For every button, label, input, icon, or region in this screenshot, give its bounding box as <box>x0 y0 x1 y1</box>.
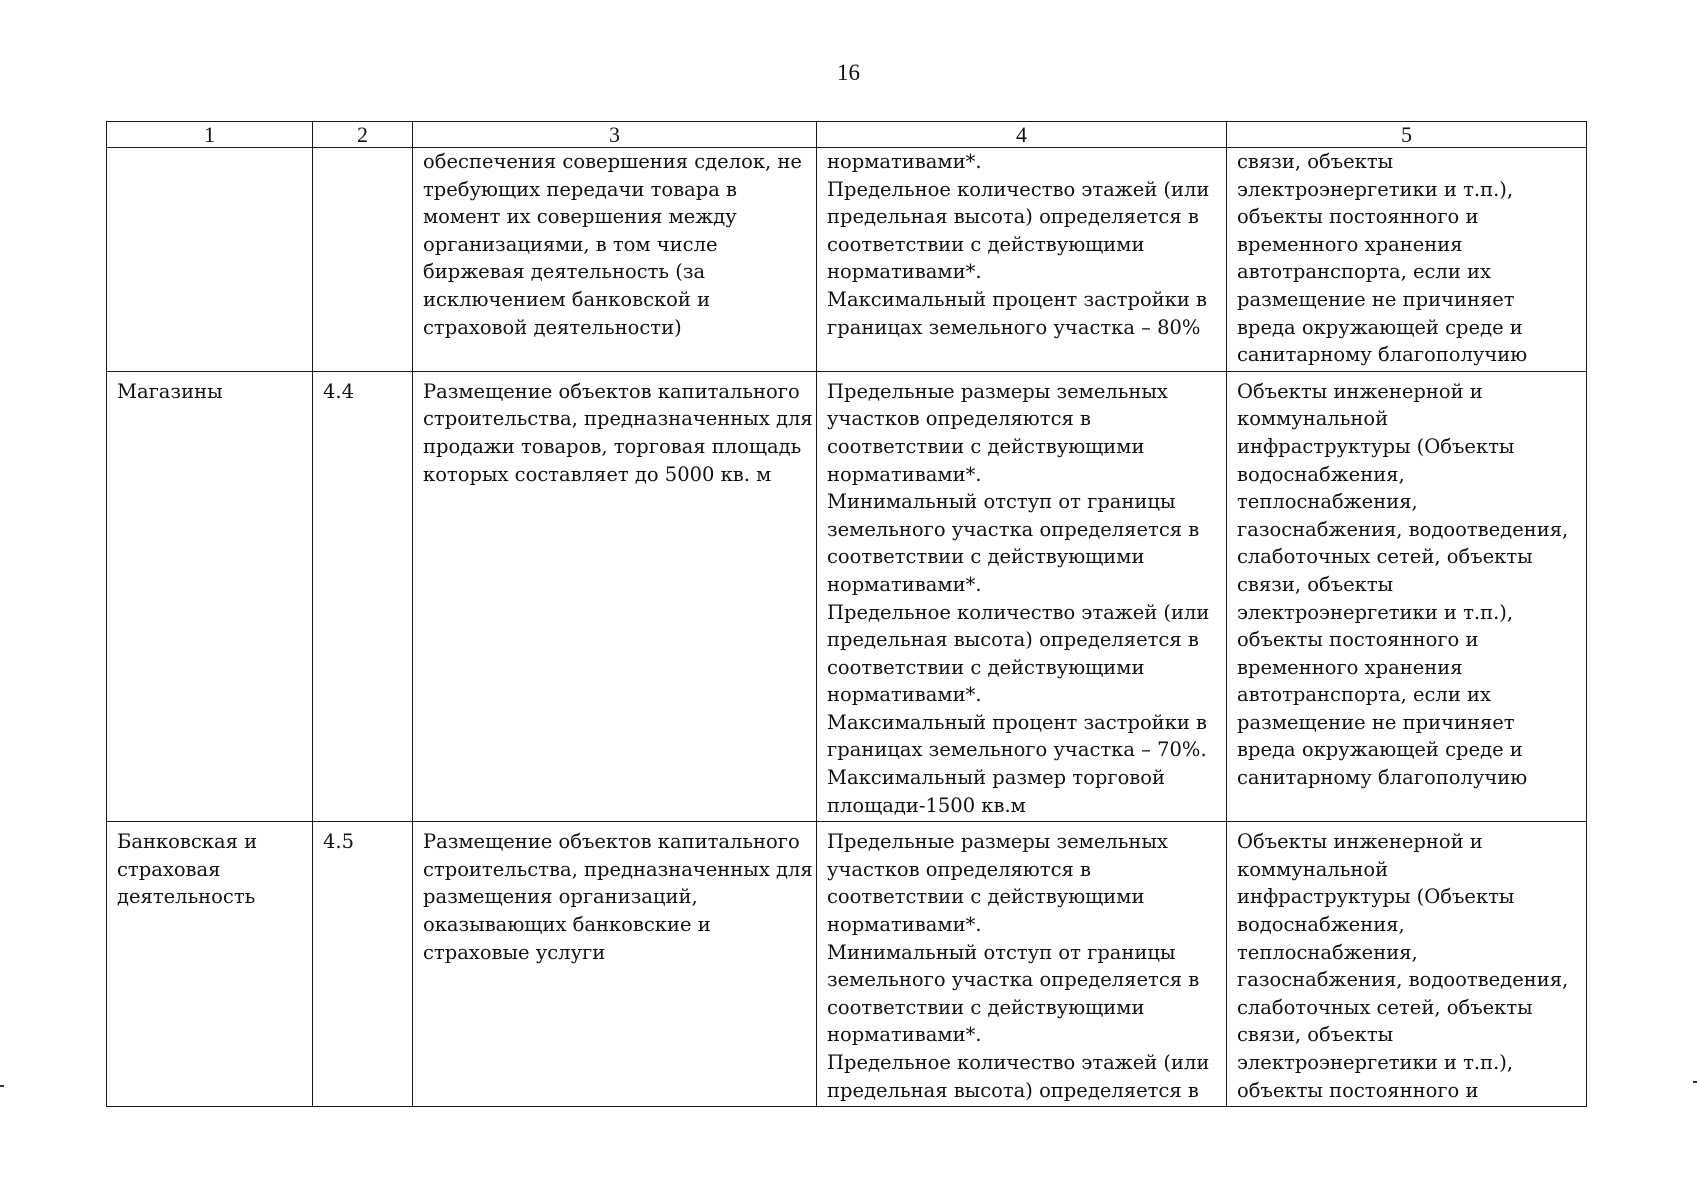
text-line: временного хранения <box>1237 232 1463 256</box>
parameters-cell <box>817 148 1227 372</box>
text-line: коммунальной <box>1237 407 1389 431</box>
description-cell <box>413 822 817 1107</box>
text-line: размещения организаций, <box>423 885 698 909</box>
text-line: водоснабжения, <box>1237 462 1405 486</box>
text-line: страховые услуги <box>423 940 606 964</box>
text-line: Предельные размеры земельных <box>827 830 1168 854</box>
text-line: связи, объекты <box>1237 150 1394 173</box>
column-header: 1 <box>107 122 313 148</box>
parameters-cell <box>817 371 1227 822</box>
text-line: размещение не причиняет <box>1237 287 1515 311</box>
text-line: Предельное количество этажей (или <box>827 1051 1210 1074</box>
description-cell <box>413 148 817 372</box>
text-line: коммунальной <box>1237 857 1389 881</box>
text-line: электроэнергетики и т.п.), <box>1237 177 1514 201</box>
table-header-row <box>107 122 1587 148</box>
use-name-cell <box>107 822 313 1107</box>
text-line: Размещение объектов капитального <box>423 830 800 854</box>
text-line: предельная высота) определяется в <box>827 205 1199 229</box>
text-line: Максимальный процент застройки в <box>827 287 1208 311</box>
text-line: Минимальный отступ от границы <box>827 490 1176 514</box>
column-header: 2 <box>313 122 413 148</box>
text-line: теплоснабжения, <box>1237 490 1418 514</box>
text-line: связи, объекты <box>1237 1023 1394 1047</box>
text-line: соответствии с действующими <box>827 232 1145 256</box>
text-line: Максимальный процент застройки в <box>827 710 1208 734</box>
text-line: Предельное количество этажей (или <box>827 177 1210 201</box>
text-line: размещение не причиняет <box>1237 710 1515 734</box>
text-line: деятельность <box>117 885 256 909</box>
text-line: площади-1500 кв.м <box>827 793 1026 817</box>
text-line: объекты постоянного и <box>1237 1078 1479 1102</box>
text-line: инфраструктуры (Объекты <box>1237 434 1515 458</box>
text-line: страховая <box>117 857 221 881</box>
text-line: соответствии с действующими <box>827 434 1145 458</box>
text-line: земельного участка определяется в <box>827 968 1200 992</box>
text-line: слаботочных сетей, объекты <box>1237 995 1533 1019</box>
text-line: временного хранения <box>1237 655 1463 679</box>
text-line: строительства, предназначенных для <box>423 407 813 431</box>
text-line: страховой деятельности) <box>423 315 682 339</box>
text-line: продажи товаров, торговая площадь <box>423 434 802 458</box>
use-name-cell <box>107 148 313 372</box>
use-code-cell <box>313 148 413 372</box>
table-row <box>107 148 1587 372</box>
column-header: 4 <box>817 122 1227 148</box>
text-line: инфраструктуры (Объекты <box>1237 885 1515 909</box>
text-line: нормативами*. <box>827 260 982 284</box>
column-header: 5 <box>1227 122 1587 148</box>
text-line: оказывающих банковские и <box>423 913 711 937</box>
accessory-cell <box>1227 148 1587 372</box>
text-line: Объекты инженерной и <box>1237 830 1483 854</box>
text-line: связи, объекты <box>1237 572 1394 596</box>
description-cell <box>413 371 817 822</box>
text-line: санитарному благополучию <box>1237 343 1528 367</box>
accessory-cell <box>1227 822 1587 1107</box>
text-line: границах земельного участка – 70%. <box>827 738 1207 762</box>
text-line: санитарному благополучию <box>1237 766 1528 790</box>
text-line: Объекты инженерной и <box>1237 379 1483 403</box>
text-line: вреда окружающей среде и <box>1237 315 1523 339</box>
text-line: Банковская и <box>117 830 258 854</box>
land-use-table <box>106 121 1587 1107</box>
text-line: объекты постоянного и <box>1237 628 1479 652</box>
text-line: участков определяются в <box>827 407 1091 431</box>
text-line: нормативами*. <box>827 1023 982 1047</box>
text-line: границах земельного участка – 80% <box>827 315 1201 339</box>
use-code-cell: 4.5 <box>313 822 413 1107</box>
text-line: обеспечения совершения сделок, не <box>423 150 802 173</box>
text-line: которых составляет до 5000 кв. м <box>423 462 772 486</box>
text-line: соответствии с действующими <box>827 545 1145 569</box>
text-line: требующих передачи товара в <box>423 177 738 201</box>
text-line: слаботочных сетей, объекты <box>1237 545 1533 569</box>
text-line: Предельное количество этажей (или <box>827 600 1210 624</box>
text-line: Предельные размеры земельных <box>827 379 1168 403</box>
text-line: теплоснабжения, <box>1237 940 1418 964</box>
text-line: предельная высота) определяется в <box>827 628 1199 652</box>
text-line: Минимальный отступ от границы <box>827 940 1176 964</box>
column-header: 3 <box>413 122 817 148</box>
text-line: организациями, в том числе <box>423 232 718 256</box>
text-line: предельная высота) определяется в <box>827 1078 1199 1102</box>
text-line: нормативами*. <box>827 683 982 707</box>
text-line: момент их совершения между <box>423 205 737 229</box>
text-line: строительства, предназначенных для <box>423 857 813 881</box>
text-line: электроэнергетики и т.п.), <box>1237 1051 1514 1074</box>
text-line: автотранспорта, если их <box>1237 260 1492 284</box>
table-row <box>107 822 1587 1107</box>
text-line: соответствии с действующими <box>827 655 1145 679</box>
text-line: соответствии с действующими <box>827 885 1145 909</box>
text-line: Максимальный размер торговой <box>827 766 1166 790</box>
text-line: нормативами*. <box>827 150 982 173</box>
text-line: газоснабжения, водоотведения, <box>1237 517 1569 541</box>
text-line: исключением банковской и <box>423 287 711 311</box>
use-code-cell: 4.4 <box>313 371 413 822</box>
text-line: нормативами*. <box>827 572 982 596</box>
parameters-cell <box>817 822 1227 1107</box>
text-line: соответствии с действующими <box>827 995 1145 1019</box>
text-line: электроэнергетики и т.п.), <box>1237 600 1514 624</box>
text-line: Размещение объектов капитального <box>423 379 800 403</box>
text-line: объекты постоянного и <box>1237 205 1479 229</box>
use-name-cell: Магазины <box>107 371 313 822</box>
text-line: нормативами*. <box>827 462 982 486</box>
text-line: водоснабжения, <box>1237 913 1405 937</box>
text-line: вреда окружающей среде и <box>1237 738 1523 762</box>
text-line: автотранспорта, если их <box>1237 683 1492 707</box>
accessory-cell <box>1227 371 1587 822</box>
text-line: биржевая деятельность (за <box>423 260 706 284</box>
scan-edge-mark <box>0 1085 4 1087</box>
text-line: газоснабжения, водоотведения, <box>1237 968 1569 992</box>
text-line: земельного участка определяется в <box>827 517 1200 541</box>
text-line: нормативами*. <box>827 913 982 937</box>
scan-edge-mark <box>1693 1081 1697 1083</box>
text-line: участков определяются в <box>827 857 1091 881</box>
page-number: 16 <box>837 60 860 85</box>
table-row <box>107 371 1587 822</box>
